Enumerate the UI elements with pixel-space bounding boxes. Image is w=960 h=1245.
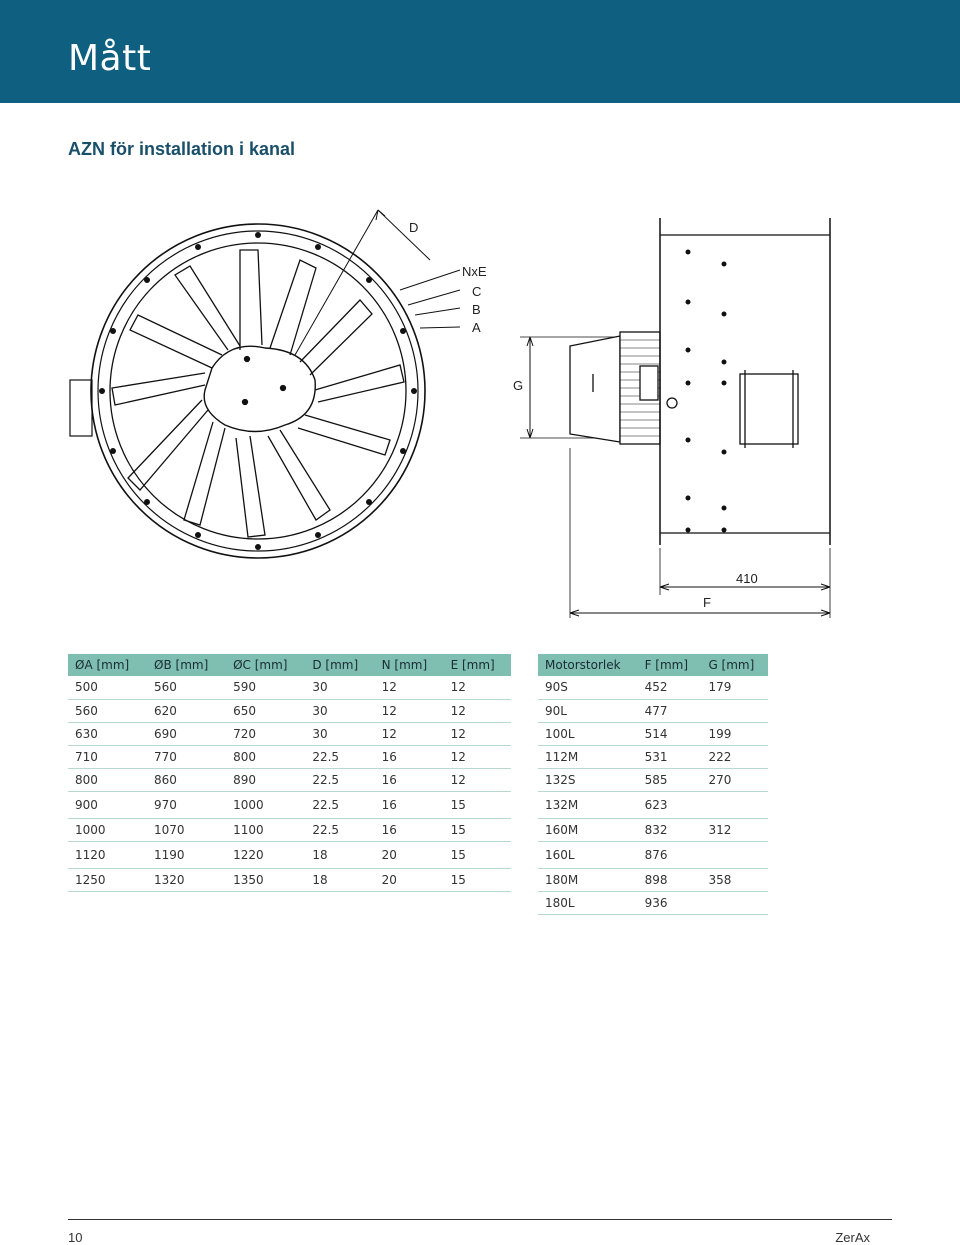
table-cell: 90L: [538, 699, 638, 722]
table-cell: 690: [147, 722, 226, 745]
table-header-row: [538, 654, 768, 676]
table-cell: 358: [701, 868, 768, 891]
table-cell: 1120: [68, 841, 147, 868]
header-cell: Motorstorlek: [538, 654, 638, 676]
table-cell: 623: [638, 791, 702, 818]
table-cell: 160L: [538, 841, 638, 868]
dimensions-table: [68, 654, 511, 892]
table-header-row: [68, 654, 511, 676]
table-cell: 531: [638, 745, 702, 768]
table-cell: 20: [375, 868, 444, 891]
table-cell: 936: [638, 891, 702, 914]
table-cell: 560: [68, 699, 147, 722]
label-f: F: [703, 595, 711, 610]
table-cell: 112M: [538, 745, 638, 768]
table-row: [68, 768, 511, 791]
table-cell: 15: [444, 841, 511, 868]
table-cell: 1350: [226, 868, 305, 891]
table-cell: 452: [638, 676, 702, 699]
label-c: C: [472, 284, 482, 299]
label-g: G: [513, 378, 524, 393]
table-row: [68, 868, 511, 891]
table-cell: 90S: [538, 676, 638, 699]
table-cell: 890: [226, 768, 305, 791]
table-cell: 1320: [147, 868, 226, 891]
label-b: B: [472, 302, 481, 317]
table-cell: 832: [638, 818, 702, 841]
table-cell: 1190: [147, 841, 226, 868]
table-cell: 560: [147, 676, 226, 699]
table-cell: 180L: [538, 891, 638, 914]
label-f-value: 410: [736, 571, 758, 586]
table-row: [68, 841, 511, 868]
table-cell: 16: [375, 818, 444, 841]
table-cell: 18: [305, 868, 374, 891]
header-cell: N [mm]: [375, 654, 444, 676]
table-cell: 12: [375, 699, 444, 722]
table-row: [538, 841, 768, 868]
table-cell: 970: [147, 791, 226, 818]
table-cell: 12: [375, 722, 444, 745]
table-row: [538, 891, 768, 914]
table-cell: 199: [701, 722, 768, 745]
table-cell: [701, 791, 768, 818]
table-cell: 132S: [538, 768, 638, 791]
table-cell: 16: [375, 768, 444, 791]
table-cell: 30: [305, 722, 374, 745]
motor-size-table: [538, 654, 768, 915]
fan-side-view: [520, 218, 830, 618]
table-cell: 770: [147, 745, 226, 768]
table-cell: 710: [68, 745, 147, 768]
table-cell: 585: [638, 768, 702, 791]
table-row: [68, 818, 511, 841]
table-cell: 20: [375, 841, 444, 868]
table-cell: 22.5: [305, 768, 374, 791]
header-cell: ØB [mm]: [147, 654, 226, 676]
table-cell: 180M: [538, 868, 638, 891]
table-cell: 12: [444, 699, 511, 722]
table-cell: 16: [375, 791, 444, 818]
table-cell: 876: [638, 841, 702, 868]
table-cell: 18: [305, 841, 374, 868]
table-cell: 16: [375, 745, 444, 768]
table-cell: 179: [701, 676, 768, 699]
table-cell: 1250: [68, 868, 147, 891]
table-cell: [701, 841, 768, 868]
table-cell: 1000: [226, 791, 305, 818]
table-row: [68, 699, 511, 722]
table-cell: 477: [638, 699, 702, 722]
table-cell: 15: [444, 818, 511, 841]
table-cell: 800: [68, 768, 147, 791]
table-row: [538, 676, 768, 699]
table-cell: 860: [147, 768, 226, 791]
header-cell: ØA [mm]: [68, 654, 147, 676]
header-cell: D [mm]: [305, 654, 374, 676]
table-row: [538, 722, 768, 745]
table-cell: 22.5: [305, 791, 374, 818]
label-d: D: [409, 220, 419, 235]
page-number: 10: [68, 1230, 83, 1245]
table-cell: 800: [226, 745, 305, 768]
table-row: [68, 791, 511, 818]
table-cell: 1070: [147, 818, 226, 841]
brand-name: ZerAx: [835, 1230, 870, 1245]
table-cell: 12: [444, 722, 511, 745]
table-cell: 12: [444, 676, 511, 699]
section-title: AZN för installation i kanal: [68, 139, 296, 159]
table-row: [538, 745, 768, 768]
header-cell: E [mm]: [444, 654, 511, 676]
table-row: [538, 699, 768, 722]
header-cell: ØC [mm]: [226, 654, 305, 676]
table-cell: 100L: [538, 722, 638, 745]
table-cell: 312: [701, 818, 768, 841]
table-row: [68, 676, 511, 699]
table-row: [68, 745, 511, 768]
table-cell: [701, 699, 768, 722]
fan-front-view: [70, 210, 460, 558]
page-title: Mått: [68, 38, 152, 79]
header-cell: F [mm]: [638, 654, 702, 676]
label-nxe: NxE: [462, 264, 487, 279]
technical-drawing: [0, 190, 960, 630]
table-cell: 898: [638, 868, 702, 891]
table-cell: 900: [68, 791, 147, 818]
table-cell: 30: [305, 676, 374, 699]
table-cell: 222: [701, 745, 768, 768]
table-cell: 22.5: [305, 818, 374, 841]
table-row: [538, 768, 768, 791]
table-cell: 500: [68, 676, 147, 699]
table-row: [538, 868, 768, 891]
table-cell: 22.5: [305, 745, 374, 768]
table-cell: 160M: [538, 818, 638, 841]
table-row: [538, 791, 768, 818]
footer-divider: [68, 1219, 892, 1220]
table-cell: 15: [444, 791, 511, 818]
table-cell: 270: [701, 768, 768, 791]
header-band: [0, 0, 960, 103]
table-cell: 1220: [226, 841, 305, 868]
table-cell: 12: [444, 768, 511, 791]
header-cell: G [mm]: [701, 654, 768, 676]
table-cell: 12: [444, 745, 511, 768]
table-cell: 630: [68, 722, 147, 745]
table-cell: 132M: [538, 791, 638, 818]
table-cell: 590: [226, 676, 305, 699]
table-row: [68, 722, 511, 745]
table-cell: 1100: [226, 818, 305, 841]
table-cell: 620: [147, 699, 226, 722]
table-cell: 1000: [68, 818, 147, 841]
table-cell: 514: [638, 722, 702, 745]
table-cell: [701, 891, 768, 914]
table-cell: 650: [226, 699, 305, 722]
table-cell: 30: [305, 699, 374, 722]
table-cell: 12: [375, 676, 444, 699]
table-cell: 15: [444, 868, 511, 891]
table-row: [538, 818, 768, 841]
table-cell: 720: [226, 722, 305, 745]
label-a: A: [472, 320, 481, 335]
